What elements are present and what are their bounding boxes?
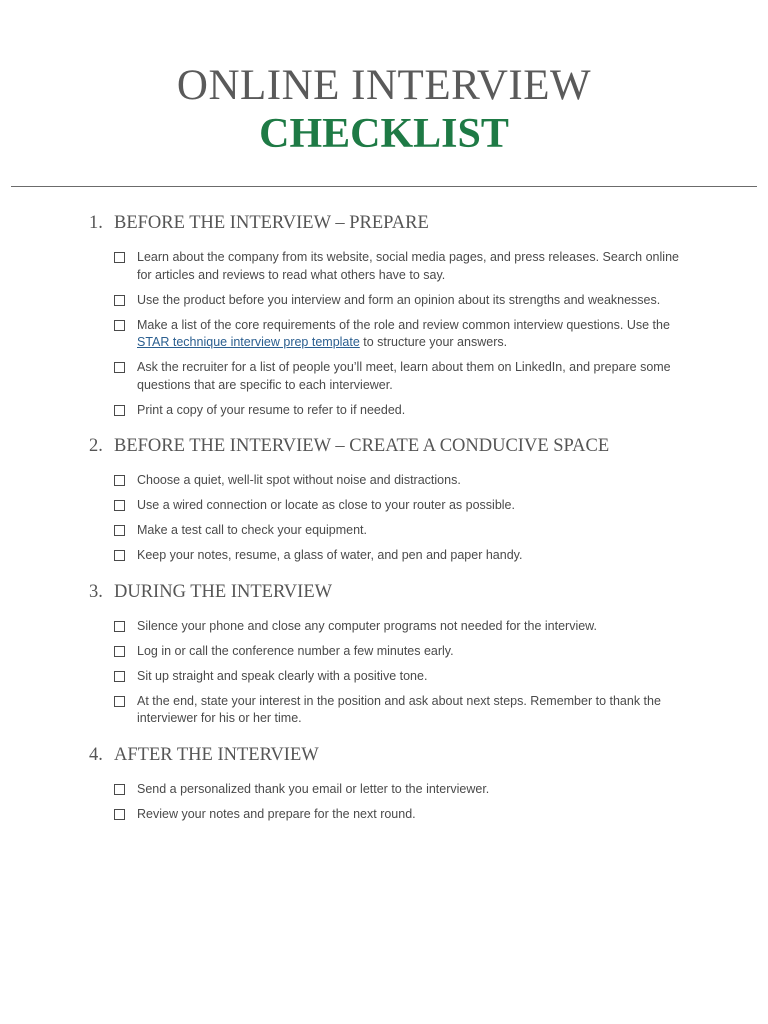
section-heading <box>89 742 689 768</box>
checklist-item-text: Keep your notes, resume, a glass of water, and pen and paper handy. <box>137 548 523 562</box>
checkbox[interactable] <box>114 320 125 331</box>
checklist-item <box>89 781 689 799</box>
title-line-online-interview: ONLINE INTERVIEW <box>176 62 592 109</box>
checkbox[interactable] <box>114 252 125 263</box>
checkbox[interactable] <box>114 295 125 306</box>
section-number: 1. <box>89 213 103 233</box>
section-number: 3. <box>89 581 103 602</box>
checklist-item <box>89 668 689 686</box>
checklist-item <box>89 317 689 352</box>
title-line-checklist: CHECKLIST <box>259 111 509 157</box>
checkbox[interactable] <box>114 405 125 416</box>
checkbox[interactable] <box>114 362 125 373</box>
checklist <box>89 618 689 728</box>
section-create-space <box>89 433 689 565</box>
checklist-item-text: Choose a quiet, well-lit spot without noise and distractions. <box>137 473 461 487</box>
checkbox[interactable] <box>114 525 125 536</box>
checklist-item-text: Print a copy of your resume to refer to if needed. <box>137 402 406 417</box>
section-title: DURING THE INTERVIEW <box>114 581 333 602</box>
checklist-item-text <box>137 317 689 352</box>
checklist-item <box>89 359 689 394</box>
checklist-item-text: Log in or call the conference number a few minutes early. <box>137 643 454 658</box>
section-heading <box>89 579 689 605</box>
item-text-before-link: Make a list of the core requirements of the role and review common interview questions. Use the <box>137 317 670 332</box>
checklist-item-text: Sit up straight and speak clearly with a positive tone. <box>137 668 428 683</box>
checklist-item-text: Learn about the company from its website, social media pages, and press releases. Search online for articles and reviews to read what others have to say. <box>137 250 679 282</box>
section-heading <box>89 433 689 459</box>
checkbox[interactable] <box>114 646 125 657</box>
checklist-item <box>89 618 689 636</box>
checklist-item <box>89 402 689 420</box>
section-title: BEFORE THE INTERVIEW – CREATE A CONDUCIVE SPACE <box>114 436 610 456</box>
section-heading <box>89 210 689 236</box>
checklist-item <box>89 643 689 661</box>
checklist-item-text: Use the product before you interview and form an opinion about its strengths and weaknesses. <box>137 292 661 307</box>
checkbox[interactable] <box>114 671 125 682</box>
checkbox[interactable] <box>114 809 125 820</box>
checklist-item <box>89 497 689 515</box>
item-text-after-link: to structure your answers. <box>359 335 508 349</box>
checklist-item <box>89 806 689 824</box>
section-title: AFTER THE INTERVIEW <box>114 744 319 765</box>
checkbox[interactable] <box>114 621 125 632</box>
checkbox[interactable] <box>114 500 125 511</box>
section-number: 4. <box>89 744 103 765</box>
checklist <box>89 249 689 419</box>
checklist-item <box>89 249 689 284</box>
checklist-item-text: At the end, state your interest in the position and ask about next steps. Remember to thank the interviewer for his or her time. <box>137 693 661 725</box>
checklist-item <box>89 547 689 565</box>
checkbox[interactable] <box>114 784 125 795</box>
checklist <box>89 781 689 824</box>
checklist-item-text: Send a personalized thank you email or letter to the interviewer. <box>137 781 490 796</box>
section-after <box>89 742 689 824</box>
checklist-item-text: Ask the recruiter for a list of people you’ll meet, learn about them on LinkedIn, and prepare some questions that are specific to each interviewer. <box>137 360 671 392</box>
section-number: 2. <box>89 436 103 456</box>
checklist-item <box>89 292 689 310</box>
title-divider <box>11 186 757 187</box>
checklist-item-text: Make a test call to check your equipment. <box>137 523 367 537</box>
checklist-item-text: Review your notes and prepare for the next round. <box>137 806 416 821</box>
star-template-link[interactable]: STAR technique interview prep template <box>137 335 360 349</box>
checkbox[interactable] <box>114 550 125 561</box>
checklist-item-text: Use a wired connection or locate as close to your router as possible. <box>137 498 515 512</box>
checklist-item-text: Silence your phone and close any computer programs not needed for the interview. <box>137 618 597 633</box>
section-during <box>89 579 689 728</box>
checklist-item <box>89 693 689 728</box>
checklist <box>89 472 689 565</box>
checklist-content <box>89 210 689 837</box>
checklist-item <box>89 522 689 540</box>
document-title <box>0 62 768 158</box>
checkbox[interactable] <box>114 696 125 707</box>
checkbox[interactable] <box>114 475 125 486</box>
checklist-item <box>89 472 689 490</box>
section-prepare <box>89 210 689 419</box>
section-title: BEFORE THE INTERVIEW – PREPARE <box>114 213 429 233</box>
